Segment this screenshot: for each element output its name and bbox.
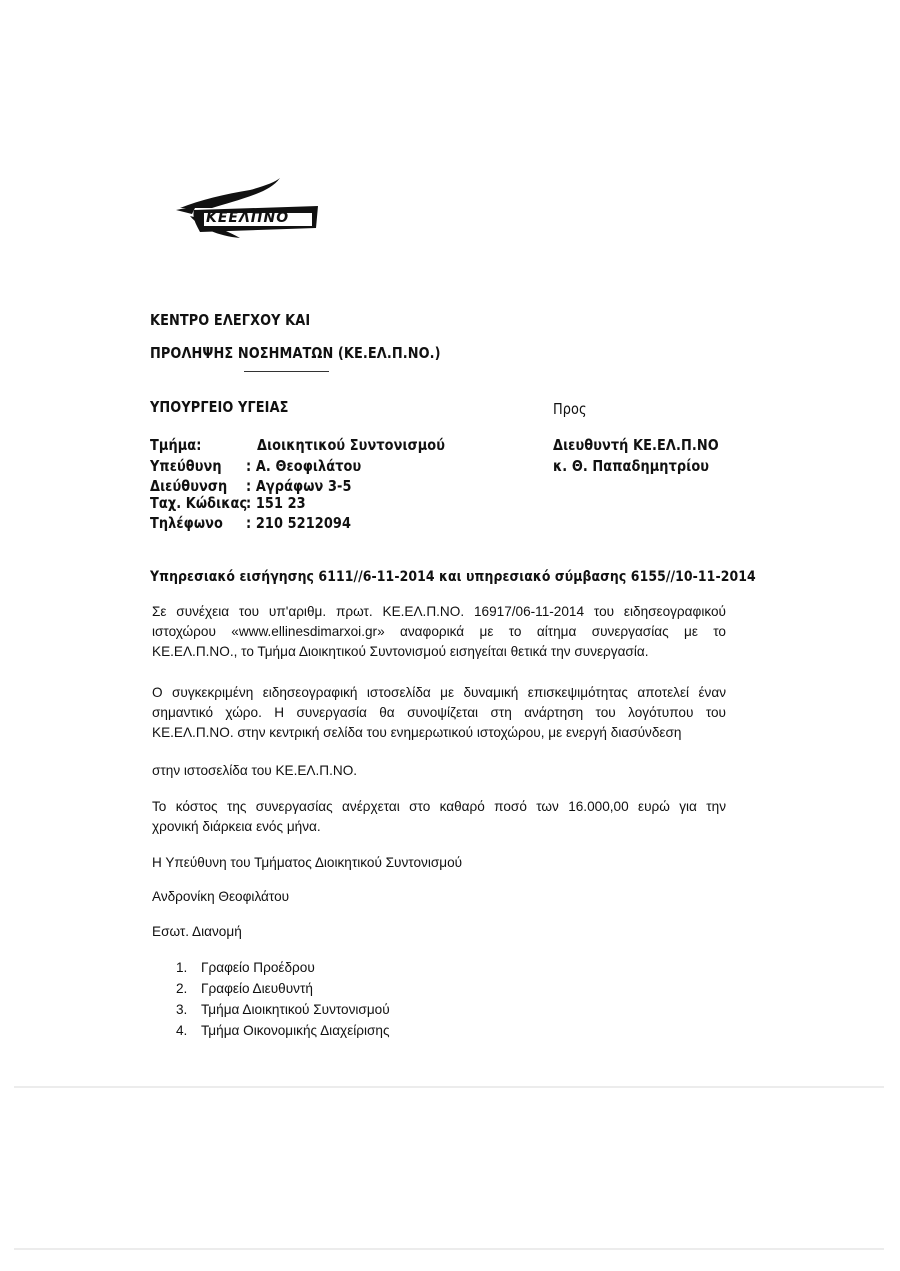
phone-label: Τηλέφωνο — [150, 514, 223, 532]
scan-artifact-line — [14, 1086, 884, 1088]
paragraph-2-continuation: στην ιστοσελίδα του ΚΕ.ΕΛ.Π.ΝΟ. — [152, 763, 358, 778]
paragraph-1-line-2: ιστοχώρου «www.ellinesdimarxoi.gr» αναφορικά με το αίτημα συνεργασίας με το — [152, 624, 726, 639]
list-item-number: 2. — [176, 981, 188, 996]
recipient-name: κ. Θ. Παπαδημητρίου — [553, 457, 710, 475]
list-item-label: Γραφείο Διευθυντή — [201, 981, 313, 996]
zip-label: Ταχ. Κώδικας — [150, 494, 248, 512]
list-item-label: Γραφείο Προέδρου — [201, 960, 315, 975]
paragraph-1-line-3: ΚΕ.ΕΛ.Π.ΝΟ., το Τμήμα Διοικητικού Συντονισμού εισηγείται θετικά την συνεργασία. — [152, 644, 649, 659]
paragraph-2-line-2: σημαντικό χώρο. Η συνεργασία θα συνοψίζεται στη ανάρτηση του λογότυπου του — [152, 705, 726, 720]
paragraph-3-line-1: Το κόστος της συνεργασίας ανέρχεται στο καθαρό ποσό των 16.000,00 ευρώ για την — [152, 799, 726, 814]
responsible-label: Υπεύθυνη — [150, 457, 222, 475]
logo-text: ΚΕΕΛΠΝΟ — [206, 210, 290, 226]
org-name-line2: ΠΡΟΛΗΨΗΣ ΝΟΣΗΜΑΤΩΝ (ΚΕ.ΕΛ.Π.ΝΟ.) — [150, 344, 441, 362]
list-item — [176, 979, 390, 1000]
logo — [170, 176, 320, 246]
phone-value: : 210 5212094 — [246, 514, 352, 532]
to-label: Προς — [553, 400, 587, 418]
list-item — [176, 1021, 390, 1042]
distribution-label: Εσωτ. Διανομή — [152, 924, 242, 939]
distribution-list — [176, 958, 390, 1042]
subject-line: Υπηρεσιακό εισήγησης 6111//6-11-2014 και υπηρεσιακό σύμβασης 6155//10-11-2014 — [150, 569, 756, 585]
list-item — [176, 958, 390, 979]
list-item-number: 4. — [176, 1023, 188, 1038]
header-underline — [244, 371, 329, 372]
paragraph-3 — [152, 797, 726, 837]
dept-value: Διοικητικού Συντονισμού — [257, 436, 446, 454]
ministry-name: ΥΠΟΥΡΓΕΙΟ ΥΓΕΙΑΣ — [150, 398, 289, 416]
paragraph-2-line-1: Ο συγκεκριμένη ειδησεογραφική ιστοσελίδα με δυναμική επισκεψιμότητας αποτελεί έναν — [152, 685, 726, 700]
signature-name: Ανδρονίκη Θεοφιλάτου — [152, 889, 290, 904]
list-item-number: 3. — [176, 1002, 188, 1017]
dept-label: Τμήμα: — [150, 436, 202, 454]
list-item-label: Τμήμα Διοικητικού Συντονισμού — [201, 1002, 390, 1017]
recipient-title: Διευθυντή ΚΕ.ΕΛ.Π.ΝΟ — [553, 436, 719, 454]
org-name-line1: ΚΕΝΤΡΟ ΕΛΕΓΧΟΥ ΚΑΙ — [150, 311, 311, 329]
zip-value: : 151 23 — [246, 494, 306, 512]
list-item-number: 1. — [176, 960, 188, 975]
address-label: Διεύθυνση — [150, 477, 228, 495]
paragraph-1-line-1: Σε συνέχεια του υπ'αριθμ. πρωτ. ΚΕ.ΕΛ.Π.ΝΟ. 16917/06-11-2014 του ειδησεογραφικού — [152, 604, 726, 619]
responsible-value: : Α. Θεοφιλάτου — [246, 457, 362, 475]
scan-artifact-line — [14, 1248, 884, 1250]
signature-title: Η Υπεύθυνη του Τμήματος Διοικητικού Συντονισμού — [152, 855, 463, 870]
list-item-label: Τμήμα Οικονομικής Διαχείρισης — [201, 1023, 390, 1038]
address-value: : Αγράφων 3-5 — [246, 477, 352, 495]
paragraph-2-line-3: ΚΕ.ΕΛ.Π.ΝΟ. στην κεντρική σελίδα του ενημερωτικού ιστοχώρου, με ενεργή διασύνδεση — [152, 725, 682, 740]
paragraph-1 — [152, 602, 726, 662]
list-item — [176, 1000, 390, 1021]
paragraph-2 — [152, 683, 726, 743]
paragraph-3-line-2: χρονική διάρκεια ενός μήνα. — [152, 819, 321, 834]
